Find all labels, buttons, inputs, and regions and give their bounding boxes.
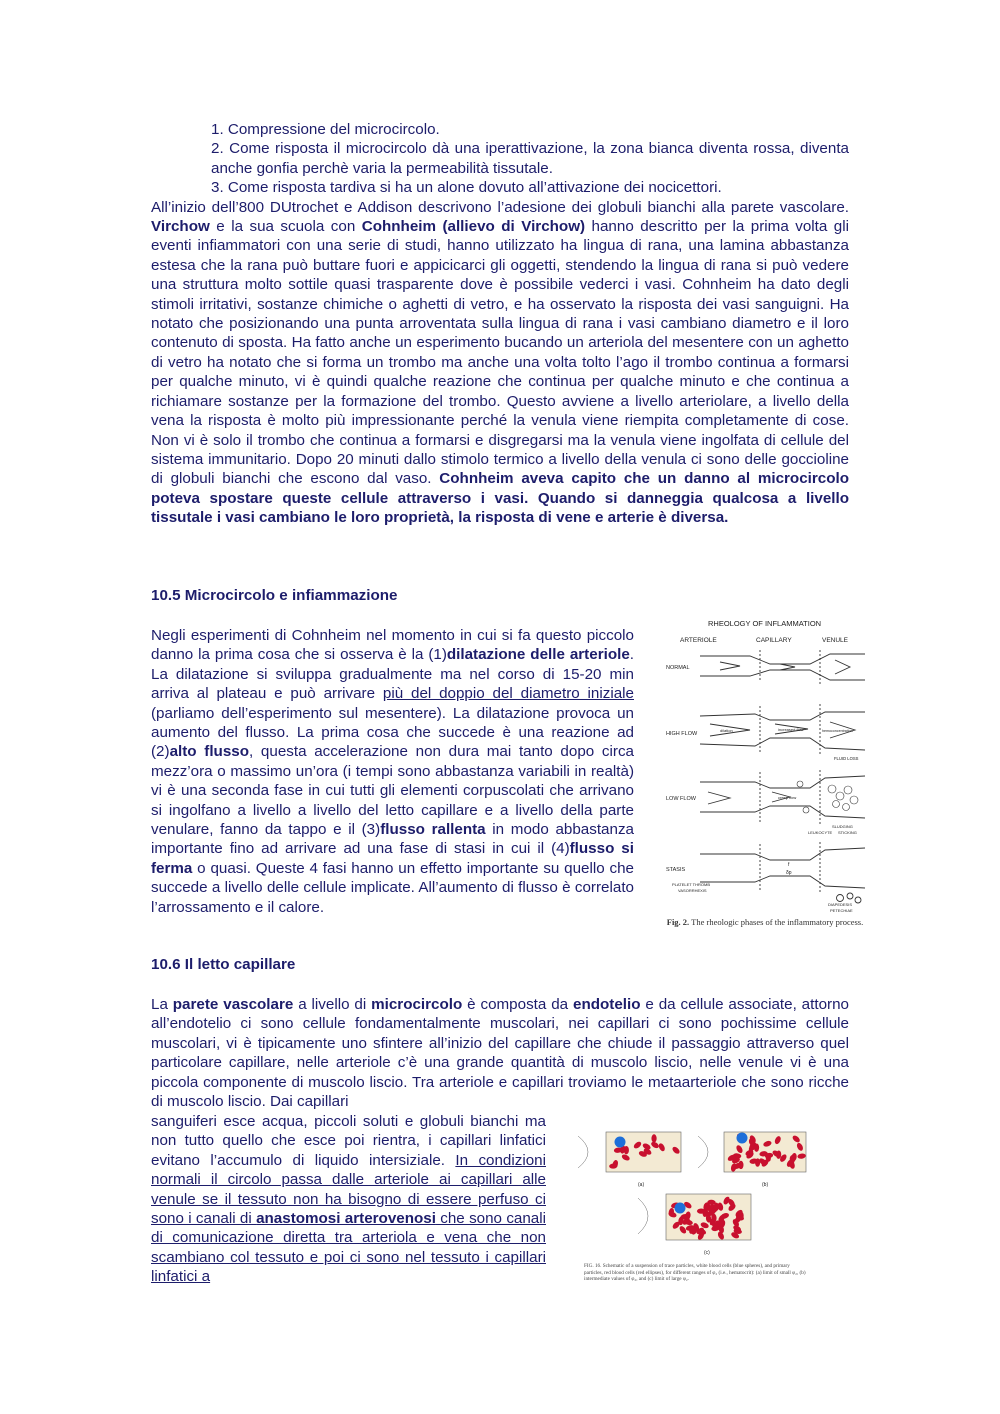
figure-title: RHEOLOGY OF INFLAMMATION — [708, 619, 822, 628]
label-vasorrhexis: VASORRHEXIS — [678, 888, 707, 893]
rheology-diagram — [660, 614, 870, 914]
red-blood-cell — [754, 1143, 759, 1151]
panel-label-b: (b) — [762, 1182, 769, 1188]
list-item: 2. Come risposta il microcircolo dà una iperattivazione, la zona bianca diventa rossa, diventa anche gonfia perchè varia la permeabilità tissutale. — [211, 140, 849, 177]
red-blood-cell — [651, 1134, 656, 1142]
panel-c — [638, 1194, 751, 1256]
section-title-10-5: 10.5 Microcircolo e infiammazione — [151, 587, 398, 604]
label-petechiae: PETECHIAE — [830, 908, 853, 913]
suspension-figure — [576, 1128, 816, 1288]
col-label-capillary: CAPILLARY — [756, 637, 792, 644]
panel-b — [698, 1132, 806, 1188]
white-blood-cell — [737, 1133, 748, 1144]
paragraph-parete-vascolare: La parete vascolare a livello di microcircolo è composta da endotelio e da cellule associate, attorno all’endotelio ci sono cellule fondamentalmente muscolari, nei capillari ci sono pochissime cellule muscolari, vi è tipicamente uno sfintere all’inizio del capillare che chiude il passaggio attraverso quel particolare capillare, nelle arteriole c’è una grande quantità di muscolo liscio, nelle venule vi è una piccola componente di muscolo liscio. Tra arteriole e capillari troviamo le metaarteriole che sono ricche di muscolo liscio. Dai capillari — [151, 996, 849, 1111]
paragraph-capillari: sanguiferi esce acqua, piccoli soluti e globuli bianchi ma non tutto quello che esce poi rientra, i capillari linfatici evitano l’accumulo di liquido intersiziale. In condizioni normali il circolo passa dalle arteriole ai capillari alle venule se il tessuto non ha bisogno di essere perfuso ci sono i canali di anastomosi arterovenosi che sono canali di comunicazione diretta tra arteriola e vena che non scambiano col tessuto e poi ci sono nel tessuto i capillari linfatici a — [151, 1113, 546, 1286]
label-fluid-loss: FLUID LOSS — [834, 756, 859, 761]
top-section — [151, 120, 849, 528]
label-hemoconcentration: hemoconcentration — [822, 729, 853, 733]
label-increased-flow: increased flow — [778, 727, 804, 732]
row-stasis-vessels — [700, 842, 865, 903]
label-sludging: SLUDGING — [832, 824, 853, 829]
paragraph-history: All’inizio dell’800 DUtrochet e Addison descrivono l’adesione dei globuli bianchi alla parete vascolare. Virchow e la sua scuola con Cohnheim (allievo di Virchow) hanno descritto per la prima volta gli eventi infiammatori con una serie di studi, hanno utilizzato ha lingua di rana, una lamina abbastanza estesa che la rana può buttare fuori e appicicarci gli oggetti, stendendo la lingua di rana si può vedere una struttura molto sottile quasi trasparente dove è possibile vederci i vasi. Cohnheim ha dato degli stimoli irritativi, sostanze chimiche o aghetti di vetro, e ha osservato la risposta dei vasi sanguigni. Ha notato che posizionando una punta arroventata sulla lingua di rana i vasi cambiano diametro e il loro contenuto di sposta. Ha fatto anche un esperimento bucando un arteriola del mesentere con un aghetto di vetro ha notato che si forma un trombo ma anche una volta tolto l’ago il trombo continua a formarsi per qualche minuto, vi è quindi qualche reazione che continua per qualche minuto e che continua a richiamare sostanze per la formazione del trombo. Questo avviene a livello arteriolare, a livello della vena la risposta è molto più impressionante perché la venula viene riempita completamente di cose. Non vi è solo il trombo che continua a formarsi e disgregarsi ma la venula viene ingolfata di cellule del sistema immunitario. Dopo 20 minuti dallo stimolo termico a livello della venula ci sono delle goccioline di globuli bianchi che escono dal vaso. Cohnheim aveva capito che un danno al microcircolo poteva spostare queste cellule attraverso i vasi. Quando si danneggia qualcosa a livello tissutale i vasi cambiano le loro proprietà, la risposta di vene e arterie è diversa. — [151, 198, 849, 527]
label-leukocyte: LEUKOCYTE — [808, 830, 833, 835]
label-platelet-thromb: PLATELET THROMB — [672, 882, 711, 887]
label-diapedesis: DIAPEDESIS — [828, 902, 853, 907]
row-label-normal: NORMAL — [666, 665, 690, 671]
suspension-diagram — [576, 1128, 816, 1258]
label-dilation: dilation — [720, 728, 733, 733]
paragraph-microcircolo: Negli esperimenti di Cohnheim nel momento in cui si fa questo piccolo danno la prima cosa che si osserva è la (1)dilatazione delle arteriole. La dilatazione si sviluppa gradualmente ma nel corso di 15-20 min arriva al plateau e può arrivare più del doppio del diametro iniziale (parliamo dell’esperimento sul mesentere). La dilatazione provoca un aumento del flusso. La prima cosa che succede è una reazione ad (2)alto flusso, questa accelerazione non dura mai tanto dopo circa mezz’ora o massimo un’ora (i tempi sono abbastanza variabili in realtà) vi è una seconda fase in cui tutti gli elementi corpuscolati che arrivano si ingolfano a livello a livello del letto capillare e a livello della parte venulare, fanno da tappo e il (3)flusso rallenta in modo abbastanza importante fino ad arrivare ad una fase di stasi in cui il (4)flusso si ferma o quasi. Queste 4 fasi hanno un effetto importante su quello che succede a livello delle cellule implicate. All’aumento di flusso è correlato l’arrossamento e il calore. — [151, 627, 634, 916]
section-title-10-6: 10.6 Il letto capillare — [151, 956, 296, 973]
label-delta-p: δp — [786, 870, 792, 876]
figure-caption: Fig. 2. The rheologic phases of the inflammatory process. — [666, 917, 864, 927]
red-blood-cell — [738, 1161, 743, 1169]
row-label-stasis: STASIS — [666, 867, 686, 873]
list-item: 1. Compressione del microcircolo. — [211, 121, 440, 138]
col-label-arteriole: ARTERIOLE — [680, 637, 717, 644]
list-item: 3. Come risposta tardiva si ha un alone dovuto all’attivazione dei nocicettori. — [211, 179, 722, 197]
panel-label-c: (c) — [704, 1250, 710, 1256]
rheology-figure — [660, 614, 870, 927]
suspension-caption: FIG. 16. Schematic of a suspension of trace particles, white blood cells (blue spheres), and primary particles, red blood cells (red ellipses), for different ranges of φ₂ (i.e., hematocrit): (a) limit of small φ₂, (b) intermediate values of φ₂, and (c) limit of large φ₂. — [584, 1263, 806, 1282]
panel-label-a: (a) — [638, 1182, 645, 1188]
white-blood-cell — [675, 1203, 686, 1214]
white-blood-cell — [615, 1137, 626, 1148]
panel-a — [578, 1132, 681, 1188]
label-creep-flow: creep flow — [778, 795, 797, 800]
low-flow-cells — [797, 781, 858, 813]
row-normal-vessels — [700, 650, 865, 684]
label-sticking: STICKING — [838, 830, 857, 835]
label-f: f — [788, 862, 790, 868]
col-label-venule: VENULE — [822, 637, 849, 644]
row-label-low-flow: LOW FLOW — [666, 796, 696, 802]
row-label-high-flow: HIGH FLOW — [666, 731, 698, 737]
